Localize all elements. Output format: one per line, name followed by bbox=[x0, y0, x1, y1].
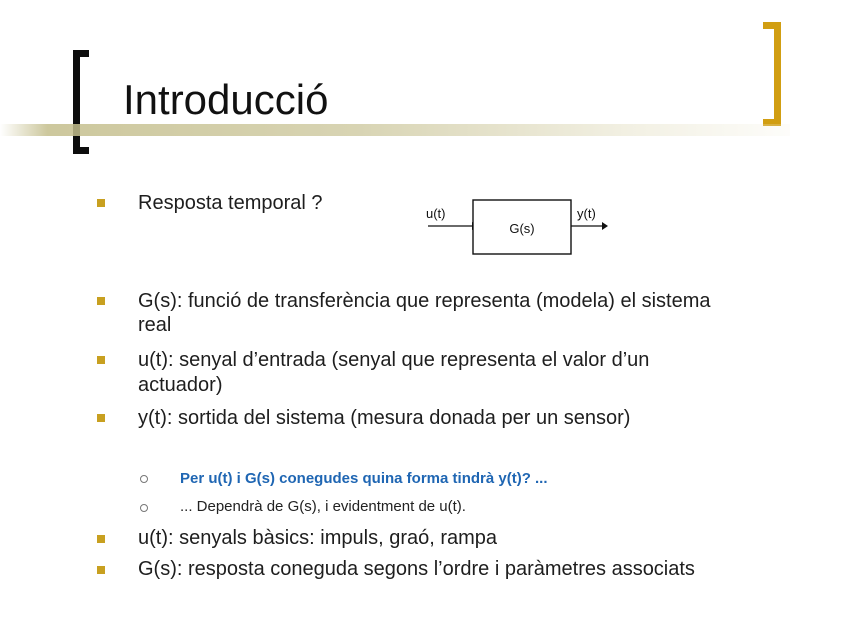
block-diagram bbox=[420, 196, 620, 260]
sub-bullet-marker bbox=[140, 475, 148, 483]
title-underline-bar bbox=[0, 124, 790, 136]
input-label: u(t) bbox=[426, 206, 446, 221]
output-label: y(t) bbox=[577, 206, 596, 221]
bullet-marker bbox=[97, 356, 105, 364]
left-bracket-decoration bbox=[73, 50, 89, 154]
block-label: G(s) bbox=[509, 221, 535, 236]
slide-title: Introducció bbox=[123, 76, 329, 123]
bullet-marker bbox=[97, 535, 105, 543]
bullet-marker bbox=[97, 566, 105, 574]
sub-bullet-text-answer: ... Dependrà de G(s), i evidentment de u(t). bbox=[180, 498, 466, 515]
right-bracket-decoration bbox=[763, 22, 781, 126]
bullet-text-known-response: G(s): resposta coneguda segons l’ordre i paràmetres associats bbox=[138, 558, 695, 580]
bullet-marker bbox=[97, 297, 105, 305]
bullet-text-transfer-function-line1: G(s): funció de transferència que representa (modela) el sistema bbox=[138, 290, 711, 312]
bullet-text-basic-signals: u(t): senyals bàsics: impuls, graó, rampa bbox=[138, 527, 498, 549]
bullet-text-input-signal-line2: actuador) bbox=[138, 374, 223, 396]
bullet-marker bbox=[97, 199, 105, 207]
bullet-marker bbox=[97, 414, 105, 422]
bullet-text-response: Resposta temporal ? bbox=[138, 192, 323, 214]
bullet-text-transfer-function-line2: real bbox=[138, 314, 172, 336]
bullet-text-output-signal: y(t): sortida del sistema (mesura donada per un sensor) bbox=[138, 407, 631, 429]
sub-bullet-marker bbox=[140, 504, 148, 512]
bullet-text-input-signal-line1: u(t): senyal d’entrada (senyal que representa el valor d’un bbox=[138, 349, 650, 371]
output-arrow-head bbox=[602, 222, 608, 230]
sub-bullet-text-question: Per u(t) i G(s) conegudes quina forma tindrà y(t)? ... bbox=[180, 470, 548, 487]
